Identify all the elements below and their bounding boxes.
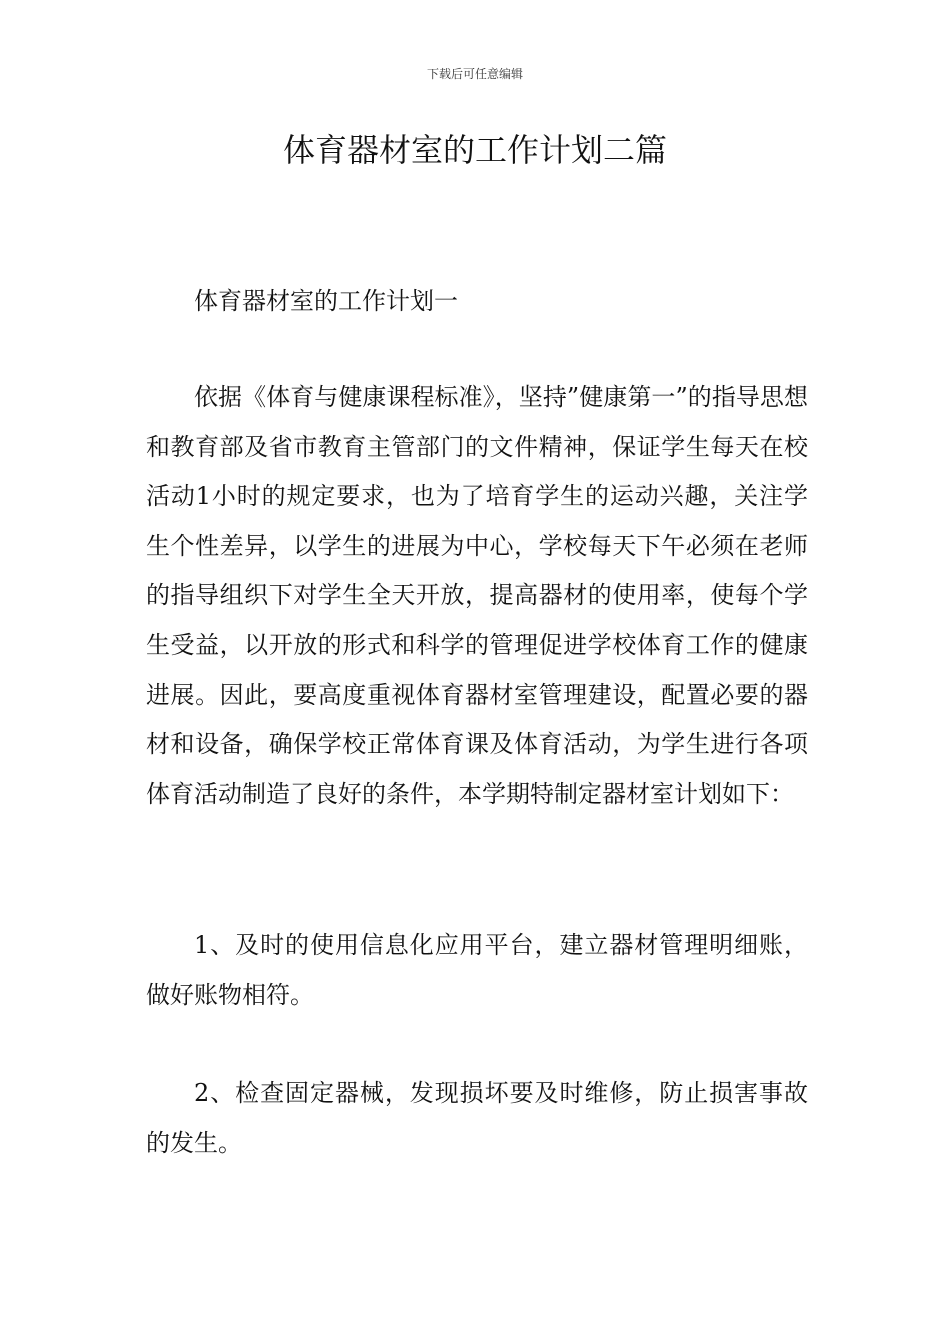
section-heading: 体育器材室的工作计划一 — [194, 287, 458, 315]
plan-item-2: 2、检查固定器械，发现损坏要及时维修，防止损害事故的发生。 — [146, 1079, 808, 1157]
document-title: 体育器材室的工作计划二篇 — [282, 131, 667, 169]
plan-item-1: 1、及时的使用信息化应用平台，建立器材管理明细账，做好账物相符。 — [146, 931, 808, 1009]
header-note: 下载后可任意编辑 — [426, 67, 523, 81]
intro-paragraph: 依据《体育与健康课程标准》，坚持”健康第一”的指导思想和教育部及省市教育主管部门的文件精神，保证学生每天在校活动1小时的规定要求，也为了培育学生的运动兴趣，关注学生个性差异，以学生的进展为中心，学校每天下午必须在老师的指导组织下对学生全天开放，提高器材的使用率，使每个学生受益，以开放的形式和科学的管理促进学校体育工作的健康进展。因此，要高度重视体育器材室管理建设，配置必要的器材和设备，确保学校正常体育课及体育活动，为学生进行各项体育活动制造了良好的条件，本学期特制定器材室计划如下： — [146, 383, 808, 808]
